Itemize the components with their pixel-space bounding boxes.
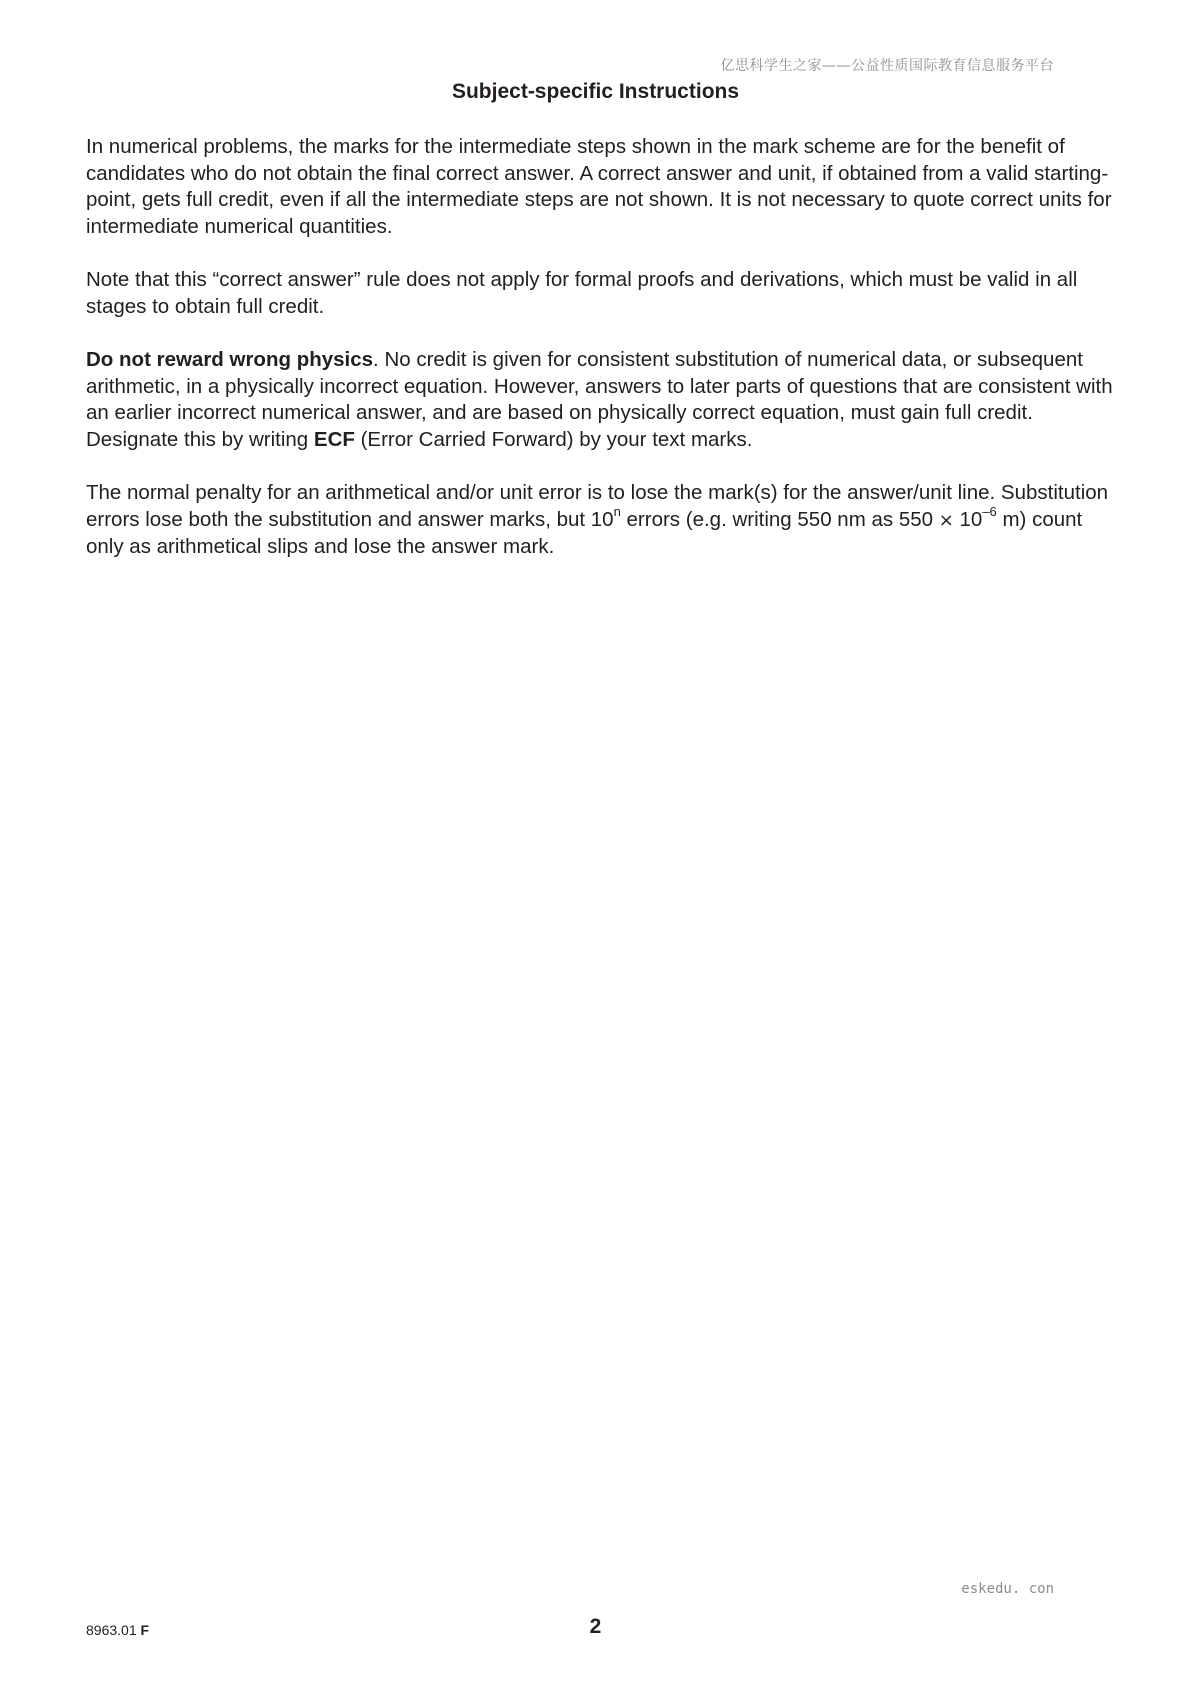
wrong-physics-text-a: . No credit is given for consistent substitution of numerical data, or subsequent arithmetic, in a physically incorrect equation. However, answers to later parts of questions that are consistent with an earlier incorrect numerical answer, and are based on physically correct equation, must gain full credit. Designate this by writing — [86, 348, 1113, 451]
paragraph-correct-answer-rule: Note that this “correct answer” rule does not apply for formal proofs and derivations, which must be valid in all stages to obtain full credit. — [86, 268, 1078, 318]
instructions-body — [86, 134, 1116, 588]
superscript-n: n — [613, 503, 621, 519]
ecf-emphasis: ECF — [313, 427, 355, 451]
penalty-text-d: m) count only as arithmetical slips and lose the answer mark. — [86, 507, 1083, 558]
penalty-text-c: 10 — [953, 507, 983, 531]
page-number: 2 — [589, 1615, 602, 1638]
page-title: Subject-specific Instructions — [451, 80, 740, 103]
paragraph-numerical-problems: In numerical problems, the marks for the intermediate steps shown in the mark scheme are for the benefit of candidates who do not obtain the final correct answer. A correct answer and unit, if obtained from a valid starting-point, gets full credit, even if all the intermediate steps are not shown. It is not necessary to quote correct units for intermediate numerical quantities. — [86, 135, 1112, 238]
footer-watermark: eskedu. con — [961, 1581, 1054, 1597]
paragraph-penalty — [86, 480, 1116, 561]
document-code-suffix: F — [140, 1622, 150, 1638]
times-sign: × — [938, 509, 954, 531]
wrong-physics-text-b: (Error Carried Forward) by your text marks. — [354, 427, 753, 451]
header-watermark: 亿思科学生之家——公益性质国际教育信息服务平台 — [720, 58, 1054, 74]
penalty-text-a: The normal penalty for an arithmetical and/or unit error is to lose the mark(s) for the answer/unit line. Substitution errors lose both the substitution and answer marks, but 10 — [86, 481, 1109, 531]
superscript-exponent: –6 — [982, 503, 997, 519]
document-code-number: 8963.01 — [86, 1622, 137, 1638]
penalty-text-b: errors (e.g. writing 550 nm as 550 — [620, 507, 939, 531]
paragraph-wrong-physics — [86, 347, 1116, 453]
wrong-physics-emphasis: Do not reward wrong physics — [86, 348, 374, 371]
